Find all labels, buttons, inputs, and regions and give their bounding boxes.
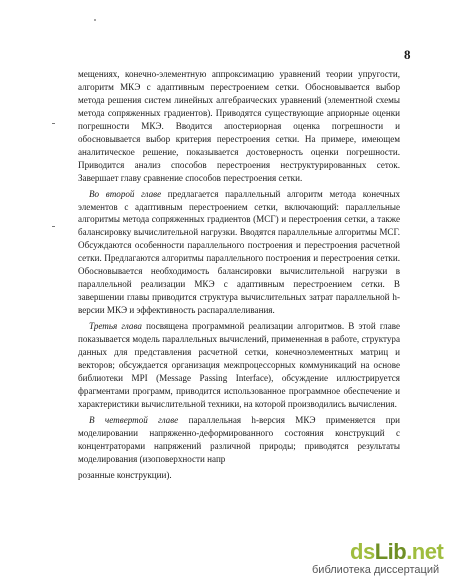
watermark-logo: dsLib.net bbox=[350, 539, 444, 564]
paragraph-2-text: предлагается параллельный алгоритм метода конечных элементов с адаптивным перестроением сетки, включающий: параллельные алгоритмы метода сопряженных градиентов (МСГ) и перестроения сетки, а также балансировку вычислительной нагрузки. Вводятся параллельные алгоритмы МСГ. Обсуждаются особенности параллельного построения и перестроения расчетной сетки. Предлагаются алгоритмы параллельного построения и перестроения сетки. Обосновывается необходимость балансировки вычислительной нагрузки в параллельной реализации МКЭ с адаптивным перестроением сетки. В завершении главы приводится структура вычислительных затрат параллельной h-версии МКЭ и эффективность распараллеливания. bbox=[78, 188, 400, 316]
paragraph-1 bbox=[78, 68, 400, 185]
paragraph-3-text: посвящена программной реализации алгоритмов. В этой главе показывается модель параллельных вычислений, примененная в работе, структура данных для представления расчетной сетки, конечноэлементных матриц и векторов; обсуждается организация межпроцессорных коммуникаций на основе библиотеки MPI (Message Passing Interface), обсуждение иллюстрируется фрагментами программ, приводится использованное программное обеспечение и характеристики вычислительной техники, на которой производились вычисления. bbox=[78, 321, 401, 409]
paragraph-1-text: мещениях, конечно-элементную аппроксимацию уравнений теории упругости, алгоритм МКЭ с адаптивным перестроением сетки. Обосновывается выбор метода решения систем линейных алгебраических уравнений (элементной схемы метода сопряженных градиентов). Приводятся существующие априорные оценки погрешности МКЭ. Вводится апостериорная оценка погрешности и обосновывается выбор критерия перестроения сетки. На примере, имеющем аналитическое решение, показывается достоверность оценки погрешности. Приводится анализ способов перестроения неструктурированных сеток. Завершает главу сравнение способов перестроения сетки. bbox=[78, 69, 400, 183]
document-body bbox=[78, 68, 400, 482]
paragraph-4 bbox=[78, 414, 400, 466]
paragraph-4-text: параллельная h-версия МКЭ применяется при моделировании напряженно-деформированного состояния конструкций с концентраторами напряжений различной природы; приводятся результаты моделирования (изоповерхности напр bbox=[78, 414, 400, 464]
watermark bbox=[268, 536, 450, 582]
fold-mark bbox=[52, 123, 55, 124]
paragraph-4-lead: В четвертой главе bbox=[89, 414, 179, 425]
paragraph-3-lead: Третья глава bbox=[89, 321, 142, 332]
scan-dot bbox=[94, 19, 96, 21]
paragraph-2 bbox=[78, 188, 400, 318]
watermark-subtitle: библиотека диссертаций bbox=[312, 564, 440, 576]
page-number: 8 bbox=[404, 47, 411, 62]
fold-mark bbox=[52, 226, 55, 227]
paragraph-2-lead: Во второй главе bbox=[89, 188, 162, 199]
paragraph-4-tail: розанные конструкции). bbox=[78, 469, 172, 480]
paragraph-3 bbox=[78, 320, 400, 411]
